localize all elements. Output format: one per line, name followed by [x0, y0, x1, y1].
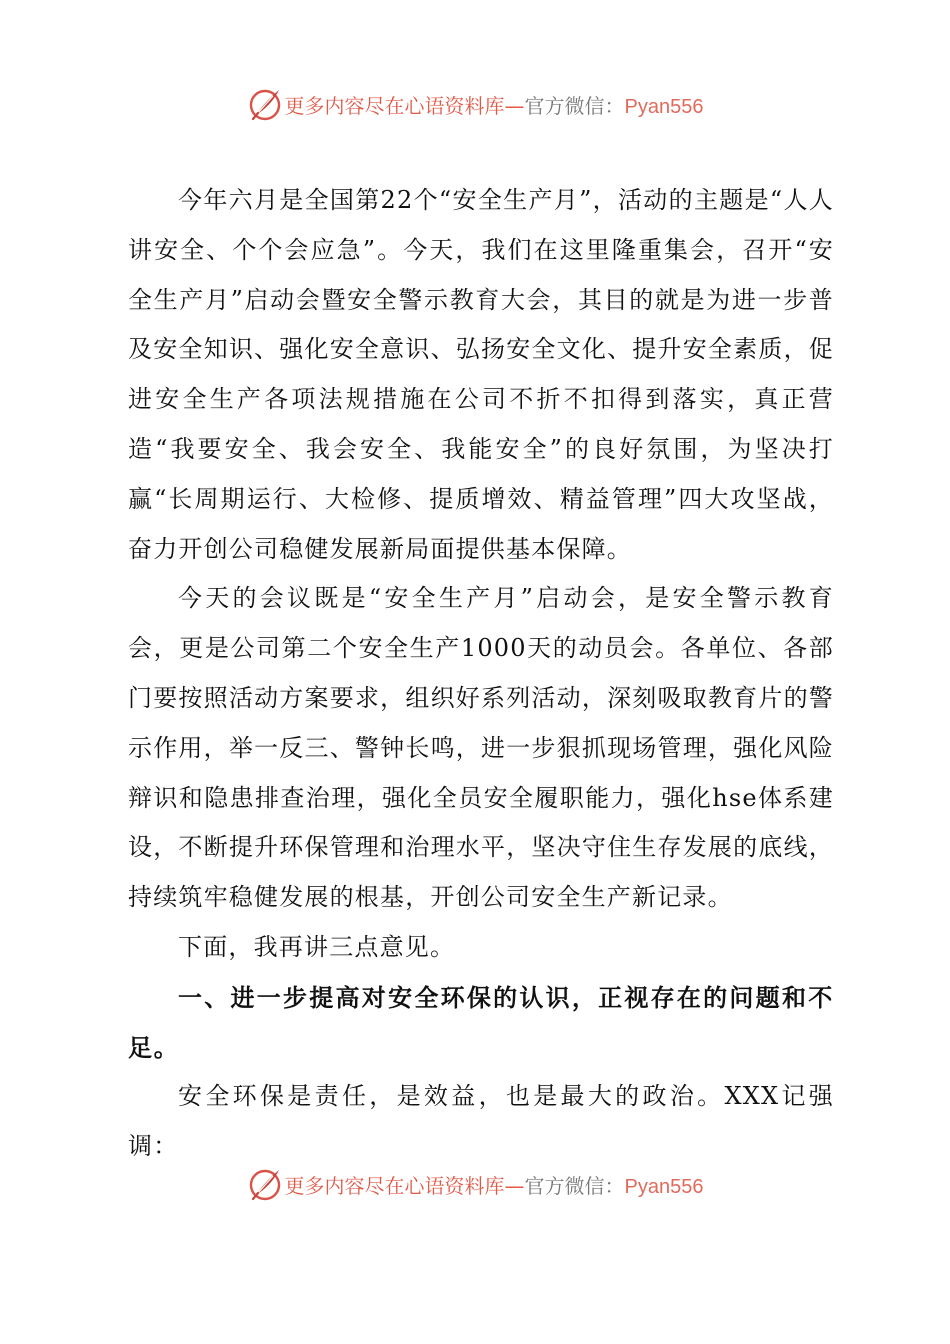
- watermark-text: [285, 1170, 704, 1199]
- quill-pen-logo-icon: [247, 1166, 283, 1202]
- watermark-text: [285, 90, 704, 119]
- watermark-header: [0, 84, 950, 124]
- paragraph-4: 安全环保是责任，是效益，也是最大的政治。XXX记强调：: [128, 1082, 834, 1161]
- watermark-main-text: 更多内容尽在心语资料库: [284, 93, 505, 118]
- watermark-label: 官方微信：: [524, 93, 625, 118]
- quill-pen-logo-icon: [247, 86, 283, 122]
- document-body: [128, 176, 834, 1172]
- watermark-account: Pyan556: [624, 1175, 704, 1198]
- paragraph-3: 下面，我再讲三点意见。: [178, 932, 456, 961]
- watermark-footer: [0, 1164, 950, 1204]
- section-heading-1: 一、进一步提高对安全环保的认识，正视存在的问题和不足。: [128, 982, 834, 1062]
- watermark-dash: —: [504, 93, 525, 118]
- watermark-main-text: 更多内容尽在心语资料库: [284, 1173, 505, 1198]
- paragraph-1: 今年六月是全国第22个“安全生产月”，活动的主题是“人人讲安全、个个会应急”。今天，我们在这里隆重集会，召开“安全生产月”启动会暨安全警示教育大会，其目的就是为进一步普及安全知识、强化安全意识、弘扬安全文化、提升安全素质，促进安全生产各项法规措施在公司不折不扣得到落实，真正营造“我要安全、我会安全、我能安全”的良好氛围，为坚决打赢“长周期运行、大检修、提质增效、精益管理”四大攻坚战，奋力开创公司稳健发展新局面提供基本保障。: [128, 186, 834, 563]
- watermark-dash: —: [504, 1173, 525, 1198]
- watermark-account: Pyan556: [624, 95, 704, 118]
- watermark-label: 官方微信：: [524, 1173, 625, 1198]
- paragraph-2: 今天的会议既是“安全生产月”启动会，是安全警示教育会，更是公司第二个安全生产1000天的动员会。各单位、各部门要按照活动方案要求，组织好系列活动，深刻吸取教育片的警示作用，举一反三、警钟长鸣，进一步狠抓现场管理，强化风险辩识和隐患排查治理，强化全员安全履职能力，强化hse体系建设，不断提升环保管理和治理水平，坚决守住生存发展的底线，持续筑牢稳健发展的根基，开创公司安全生产新记录。: [128, 584, 834, 912]
